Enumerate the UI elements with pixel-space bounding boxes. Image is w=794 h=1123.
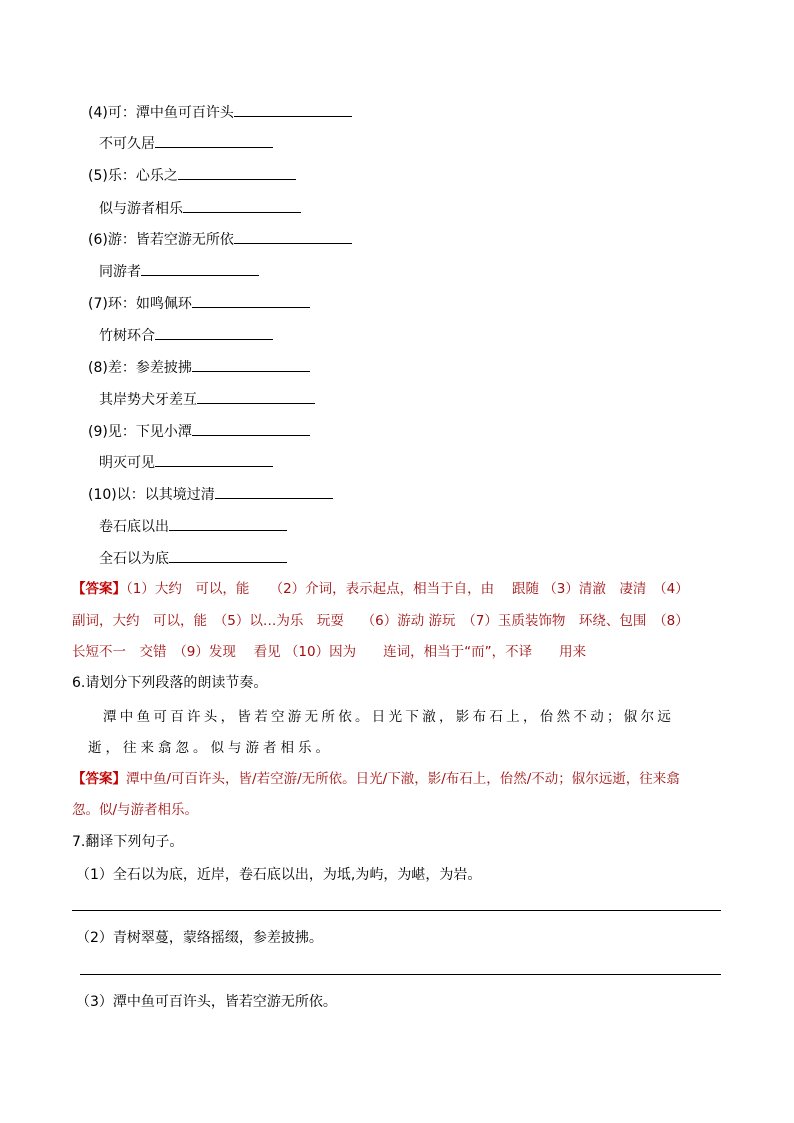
answer-blank[interactable] <box>183 198 301 213</box>
answer-blank[interactable] <box>234 102 352 117</box>
answer-text: （1）大约 可以，能 （2）介词，表示起点，相当于自，由 跟随 （3）清澈 凄清 （4） <box>126 581 689 597</box>
vocab-text: 不可久居 <box>99 136 155 152</box>
answer-5-line-2 <box>72 611 689 631</box>
answer-blank[interactable] <box>234 229 352 244</box>
vocab-text: 同游者 <box>99 264 141 280</box>
vocab-text: 全石以为底 <box>99 551 169 567</box>
answer-5-line-1 <box>72 579 689 599</box>
vocab-item-8b <box>99 389 315 410</box>
vocab-text: (9)见：下见小潭 <box>88 424 192 440</box>
answer-5-line-3 <box>72 642 586 662</box>
vocab-item-5b <box>99 198 301 219</box>
vocab-text: (10)以：以其境过清 <box>88 487 215 503</box>
vocab-text: (5)乐：心乐之 <box>88 168 178 184</box>
question-7-item-1: （1）全石以为底，近岸，卷石底以出，为坻,为屿，为嵁，为岩。 <box>76 867 482 883</box>
vocab-item-5 <box>88 165 296 186</box>
vocab-text: 竹树环合 <box>99 328 155 344</box>
vocab-text: (6)游：皆若空游无所依 <box>88 232 234 248</box>
vocab-item-7 <box>88 293 310 314</box>
vocab-text: 似与游者相乐 <box>99 201 183 217</box>
vocab-item-9 <box>88 421 310 442</box>
answer-tag: 【答案】 <box>72 581 126 597</box>
answer-blank[interactable] <box>192 293 310 308</box>
question-6-title: 6.请划分下列段落的朗读节奏。 <box>72 675 268 691</box>
vocab-item-4 <box>88 102 352 123</box>
vocab-item-6b <box>99 261 259 282</box>
answer-text: 长短不一 交错 （9）发现 看见 （10）因为 连词，相当于“而”，不译 用来 <box>72 644 587 660</box>
answer-blank[interactable] <box>192 421 310 436</box>
answer-text: 忽。似/与游者相乐。 <box>72 802 199 818</box>
vocab-text: (4)可：潭中鱼可百许头 <box>88 105 234 121</box>
question-6-passage-line-1: 潭中鱼可百许头，皆若空游无所依。日光下澈，影布石上，佁然不动；俶尔远 <box>103 709 675 725</box>
answer-blank[interactable] <box>178 165 296 180</box>
answer-blank[interactable] <box>215 484 333 499</box>
vocab-text: 明灭可见 <box>99 455 155 471</box>
answer-line[interactable] <box>72 910 721 911</box>
answer-line[interactable] <box>80 974 721 975</box>
question-6-passage-line-2: 逝，往来翕忽。似与游者相乐。 <box>88 740 333 756</box>
answer-blank[interactable] <box>197 389 315 404</box>
answer-blank[interactable] <box>169 548 287 563</box>
vocab-item-10c <box>99 548 287 569</box>
answer-blank[interactable] <box>141 261 259 276</box>
answer-blank[interactable] <box>155 133 273 148</box>
vocab-item-10 <box>88 484 333 505</box>
vocab-item-7b <box>99 325 273 346</box>
vocab-text: (8)差：参差披拂 <box>88 360 192 376</box>
answer-blank[interactable] <box>192 357 310 372</box>
question-7-item-2: （2）青树翠蔓，蒙络摇缀，参差披拂。 <box>76 930 323 946</box>
vocab-item-9b <box>99 452 273 473</box>
answer-6-line-2 <box>72 800 198 820</box>
vocab-item-10b <box>99 516 287 537</box>
vocab-text: (7)环：如鸣佩环 <box>88 296 192 312</box>
answer-blank[interactable] <box>155 325 273 340</box>
answer-blank[interactable] <box>169 516 287 531</box>
answer-tag: 【答案】 <box>72 771 126 787</box>
question-7-item-3: （3）潭中鱼可百许头，皆若空游无所依。 <box>76 994 337 1010</box>
answer-text: 副词，大约 可以，能 （5）以…为乐 玩耍 （6）游动 游玩 （7）玉质装饰物 环绕、包围 （8） <box>72 613 689 629</box>
vocab-text: 卷石底以出 <box>99 519 169 535</box>
question-7-title: 7.翻译下列句子。 <box>72 834 184 850</box>
answer-text: 潭中鱼/可百许头，皆/若空游/无所依。日光/下澈，影/布石上，佁然/不动；俶尔远逝，往来翕 <box>126 771 680 787</box>
vocab-item-6 <box>88 229 352 250</box>
answer-blank[interactable] <box>155 452 273 467</box>
vocab-item-4b <box>99 133 273 154</box>
vocab-text: 其岸势犬牙差互 <box>99 392 197 408</box>
vocab-item-8 <box>88 357 310 378</box>
answer-6-line-1 <box>72 769 680 789</box>
